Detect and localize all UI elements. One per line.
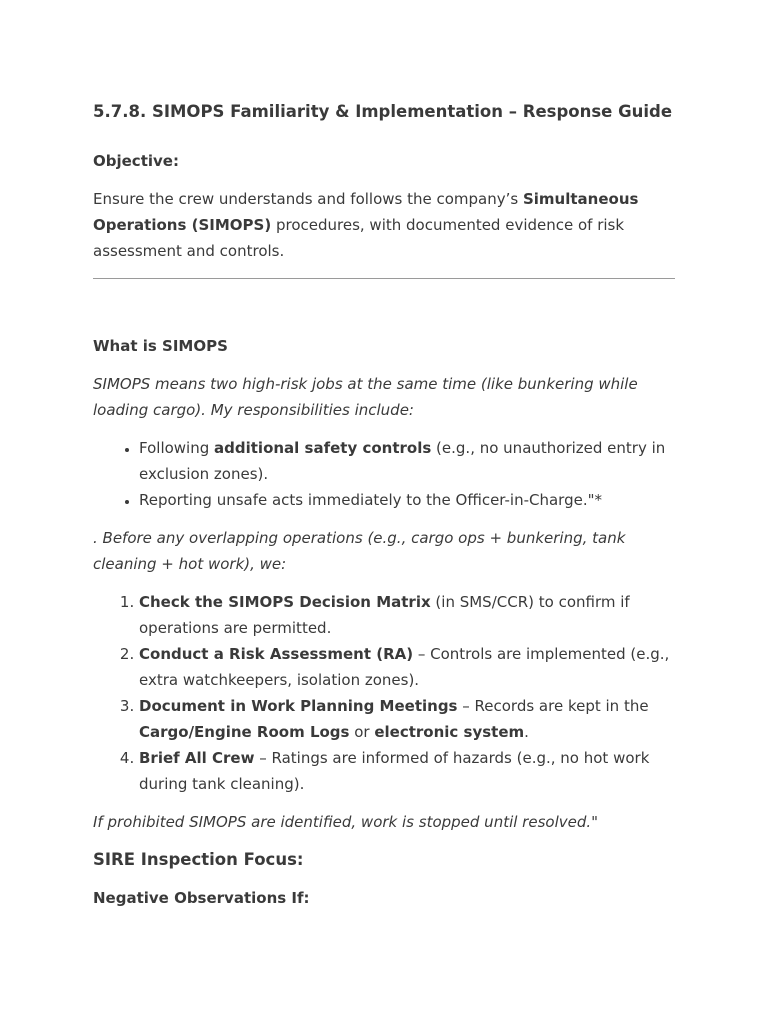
negative-observations-heading: Negative Observations If: — [93, 888, 310, 907]
objective-text-2: procedures, with documented evidence of risk assessment and controls. — [93, 215, 625, 260]
before-ops-intro: . Before any overlapping operations (e.g., cargo ops + bunkering, tank cleaning + hot work), we: — [93, 528, 626, 573]
step-1-bold: Check the SIMOPS Decision Matrix — [139, 592, 431, 611]
bullet-1-post: (e.g., no unauthorized entry in exclusion zones). — [139, 438, 666, 483]
bullet-1-bold: additional safety controls — [214, 438, 432, 457]
list-item — [139, 589, 675, 641]
step-3-bold-2: Cargo/Engine Room Logs — [139, 722, 350, 741]
sire-heading: SIRE Inspection Focus: — [93, 849, 304, 869]
closing-statement: If prohibited SIMOPS are identified, work is stopped until resolved." — [93, 812, 599, 831]
list-item — [139, 745, 675, 797]
horizontal-divider — [93, 278, 675, 279]
list-item — [139, 487, 675, 513]
objective-heading: Objective: — [93, 151, 179, 170]
step-3-text-3: . — [524, 722, 529, 741]
document-title: 5.7.8. SIMOPS Familiarity & Implementation – Response Guide — [93, 102, 673, 121]
step-1-text: (in SMS/CCR) to confirm if operations are permitted. — [139, 592, 630, 637]
list-item — [139, 693, 675, 745]
step-3-bold-3: electronic system — [374, 722, 525, 741]
step-4-bold: Brief All Crew — [139, 748, 255, 767]
simops-intro: SIMOPS means two high-risk jobs at the same time (like bunkering while loading cargo). My responsibilities include: — [93, 374, 638, 419]
document-page — [93, 102, 675, 923]
step-3-text-2: or — [349, 722, 375, 741]
step-2-bold: Conduct a Risk Assessment (RA) — [139, 644, 414, 663]
what-is-simops-heading: What is SIMOPS — [93, 336, 228, 355]
step-3-bold: Document in Work Planning Meetings — [139, 696, 458, 715]
bullet-2-text: Reporting unsafe acts immediately to the Officer-in-Charge."* — [139, 490, 603, 509]
bullet-1-pre: Following — [139, 438, 215, 457]
list-item — [139, 641, 675, 693]
objective-text-1: Ensure the crew understands and follows the company’s — [93, 189, 523, 208]
step-3-text: – Records are kept in the — [457, 696, 649, 715]
steps-list — [93, 589, 675, 797]
responsibilities-list — [93, 435, 675, 513]
objective-paragraph — [93, 186, 675, 264]
step-2-text: – Controls are implemented (e.g., extra watchkeepers, isolation zones). — [139, 644, 670, 689]
step-4-text: – Ratings are informed of hazards (e.g., no hot work during tank cleaning). — [139, 748, 650, 793]
objective-bold: Simultaneous Operations (SIMOPS) — [93, 189, 639, 234]
list-item — [139, 435, 675, 487]
